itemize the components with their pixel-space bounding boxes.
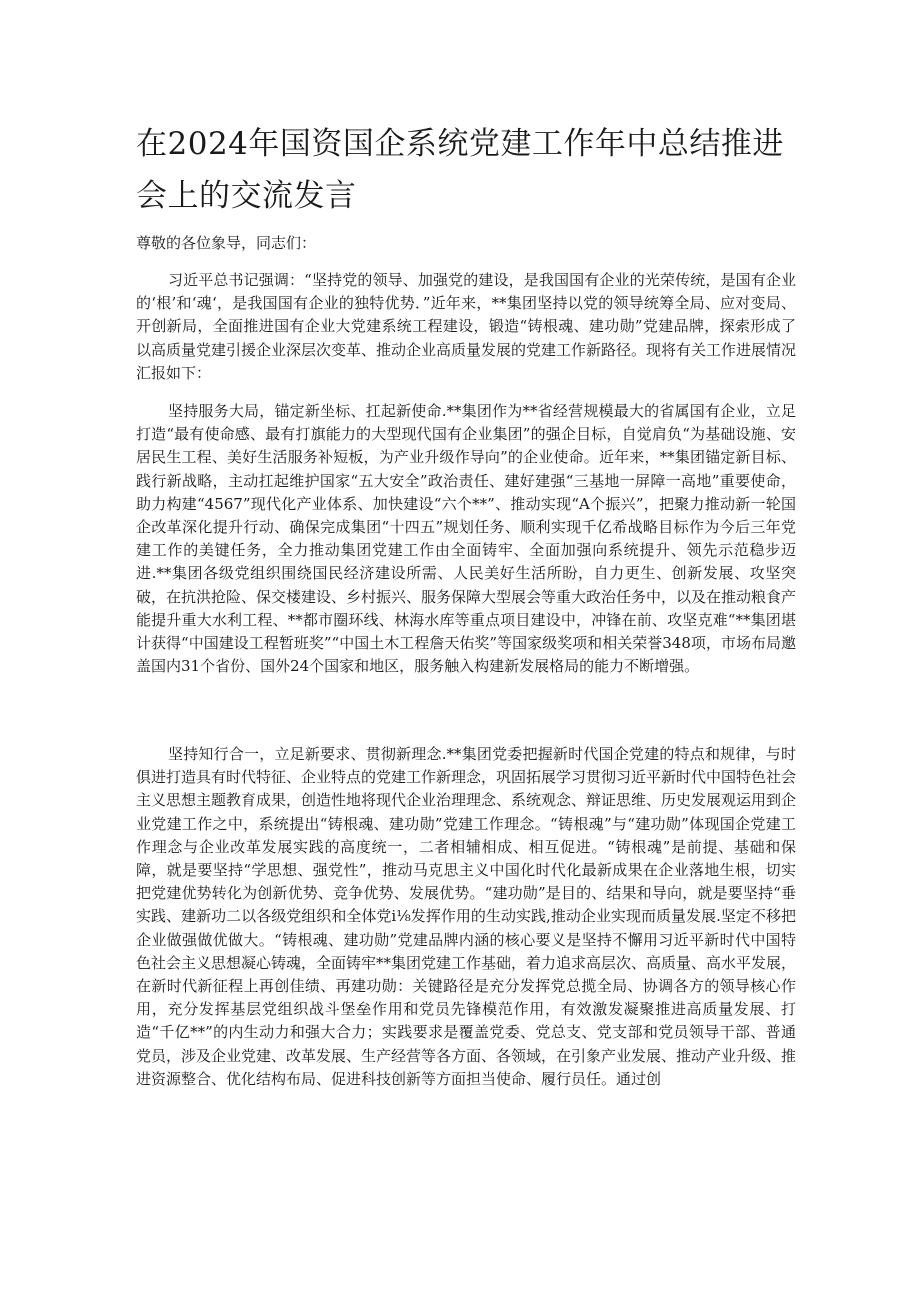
document-title: 在2024年国资国企系统党建工作年中总结推进会上的交流发言 — [136, 126, 784, 214]
paragraph-knowledge-action: 坚持知行合一，立足新要求、贯彻新理念.**集团党委把握新时代国企党建的特点和规律，与时俱进打造具有时代特征、企业特点的党建工作新理念，巩固拓展学习贯彻习近平新时代中国特色社会主义思想主题教育成果，创造性地将现代企业治理理念、系统观念、辩证思维、历史发展观运用到企业党建工作之中，系统提出“铸根魂、建功勋”党建工作理念。“铸根魂”与“建功勋”体现国企党建工作理念与企业改革发展实践的高度统一，二者相辅相成、相互促进。“铸根魂”是前提、基础和保障，就是要坚持“学思想、强党性”，推动马克思主义中国化时代化最新成果在企业落地生根，切实把党建优势转化为创新优势、竞争优势、发展优势。“建功勋”是目的、结果和导向，就是要坚持“垂实践、建新功二以各级党组织和全体党i⅛发挥作用的生动实践,推动企业实现而质量发展.坚定不移把企业做强做优做大。“铸根魂、建功勋”党建品牌内涵的核心要义是坚持不懈用习近平新时代中国特色社会主义思想凝心铸魂，全面铸牢**集团党建工作基础，着力追求高层次、高质量、高水平发展，在新时代新征程上再创佳绩、再建功勋：关键路径是充分发挥党总揽全局、协调各方的领导核心作用，充分发挥基层党组织战斗堡垒作用和党员先锋模范作用，有效激发凝聚推进高质量发展、打造“千亿**”的内生动力和强大合力；实践要求是覆盖党委、党总支、党支部和党员领导干部、普通党员，涉及企业党建、改革发展、生产经营等各方面、各领域，在引象产业发展、推动产业升级、推进资源整合、优化结构布局、促进科技创新等方面担当使命、履行员任。通过创 — [136, 745, 797, 1088]
paragraph-serve-overall: 坚持服务大局，锚定新坐标、扛起新使命.**集团作为**省经营规模最大的省属国有企业，立足打造“最有使命感、最有打旗能力的大型现代国有企业集团”的强企目标，自觉肩负“为基础设施、安居民生工程、美好生活服务补短板，为产业升级作导向”的企业使命。近年来，**集团锚定新目标、践行新战略，主动扛起维护国家“五大安全”政治责任、建好建强“三基地一屏障一高地”重要使命，助力构建“4567”现代化产业体系、加快建设“六个**”、推动实现“A个振兴”，把聚力推动新一轮国企改革深化提升行动、确保完成集团“十四五”规划任务、顺利实现千亿希战略目标作为今后三年党建工作的美键任务，全力推动集团党建工作由全面铸牢、全面加强向系统提升、领先示范稳步迈进.**集团各级党组织围绕国民经济建设所需、人民美好生活所盼，自力更生、创新发展、攻坚突破，在抗洪抢险、保交楼建设、乡村振兴、服务保障大型展会等重大政治任务中，以及在推动粮食产能提升重大水利工程、**都市圈环线、林海水库等重点项目建设中，冲锋在前、攻坚克难“**集团堪计获得“中国建设工程暂班奖”“中国土木工程詹天佑奖”等国家级奖项和相关荣誉348项，市场布局邀盖国内31个省份、国外24个国家和地区，服务触入构建新发展格局的能力不断增强。 — [136, 402, 797, 676]
paragraph-intro: 习近平总书记强调：“坚持党的领导、加强党的建设，是我国国有企业的光荣传统，是国有企业的‘根’和‘魂‘，是我国国有企业的独特优势．”近年来，**集团坚持以党的领导统筹全局、应对变局、开创新局，全面推进国有企业大党建系统工程建设，锻造“铸根魂、建功勋”党建品牌，探索形成了以高质量党建引援企业深层次变革、推动企业高质量发展的党建工作新路径。现将有关工作进展情况汇报如下： — [136, 271, 797, 382]
salutation: 尊敬的各位象导，同志们： — [136, 234, 317, 252]
